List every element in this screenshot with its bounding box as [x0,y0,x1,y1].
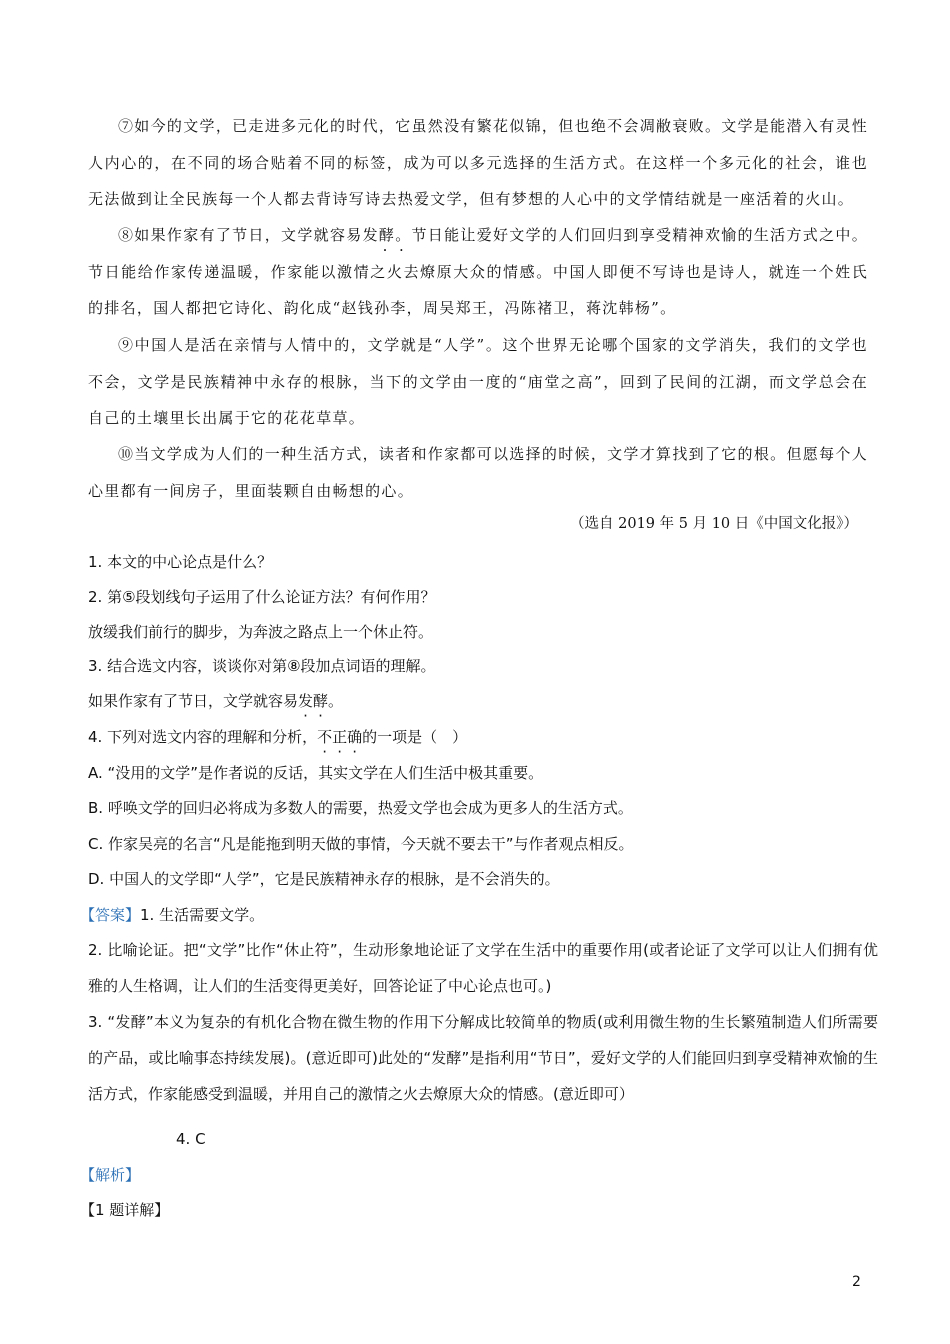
analysis-subheading: 【1 题详解】 [80,1201,170,1219]
paragraph-10: ⑩当文学成为人们的一种生活方式，读者和作家都可以选择的时候，文学才算找到了它的根。但愿每个人心里都有一间房子，里面装颗自由畅想的心。 [88,445,868,500]
question-4 [88,725,878,749]
question-1: 1. 本文的中心论点是什么？ [88,553,273,571]
question-3: 3. 结合选文内容，谈谈你对第⑧段加点词语的理解。 [88,657,436,675]
quote-text: 。 [328,692,344,710]
analysis-tag [80,1163,870,1187]
paragraph-9: ⑨中国人是活在亲情与人情中的，文学就是“人学”。这个世界无论哪个国家的文学消失，我们的文学也不会，文学是民族精神中永存的根脉，当下的文学由一度的“庙堂之高”，回到了民间的江湖，而文学总会在自己的土壤里长出属于它的花花草草。 [88,336,868,427]
page-number: 2 [852,1274,861,1290]
option-d: D. 中国人的文学即“人学”，它是民族精神永存的根脉，是不会消失的。 [88,870,560,888]
emphasis-dot-char: 发 [362,226,379,244]
quote-text: 如果作家有了节日，文学就容易 [88,692,299,710]
emphasis-dot-char: 正 [332,728,348,746]
question-2: 2. 第⑤段划线句子运用了什么论证方法？有何作用？ [88,588,436,606]
emphasis-dot-char: 不 [317,728,333,746]
paragraph-7: ⑦如今的文学，已走进多元化的时代，它虽然没有繁花似锦，但也绝不会凋敝衰败。文学是能潜入有灵性人内心的，在不同的场合贴着不同的标签，成为可以多元选择的生活方式。在这样一个多元化的社会，谁也无法做到让全民族每一个人都去背诗写诗去热爱文学，但有梦想的人心中的文学情结就是一座活着的火山。 [88,117,868,208]
answer-4: 4. C [176,1130,206,1148]
emphasis-dot-char: 发 [298,692,314,710]
paragraph-8 [88,217,868,327]
option-b: B. 呼唤文学的回归必将成为多数人的需要，热爱文学也会成为更多人的生活方式。 [88,799,633,817]
question-3-quote [88,689,878,713]
question-4-text: 的一项是（ ） [362,728,468,746]
source-citation: （选自 2019 年 5 月 10 日《中国文化报》） [570,516,858,532]
question-4-text: 4. 下列对选文内容的理解和分析， [88,728,318,746]
emphasis-dot-char: 确 [347,728,363,746]
answer-2: 2. 比喻论证。把“文学”比作“休止符”，生动形象地论证了文学在生活中的重要作用(或者论证了文学可以让人们拥有优雅的人生格调，让人们的生活变得更美好，回答论证了中心论点也可。) [88,941,878,995]
paragraph-8-text: ⑧如果作家有了节日，文学就容易 [118,226,363,244]
answer-1 [80,903,870,927]
emphasis-dot-char: 酵 [313,692,329,710]
question-2-quote: 放缓我们前行的脚步，为奔波之路点上一个休止符。 [88,623,434,641]
emphasis-dot-char: 酵 [378,226,396,244]
paragraph-8-text: 。节日能让爱好文学的人们回归到享受精神欢愉的生活方式之中。节日能给作家传递温暖，作家能以激情之火去燎原大众的情感。中国人即便不写诗也是诗人，就连一个姓氏的排名，国人都把它诗化、韵化成“赵钱孙李，周吴郑王，冯陈褚卫，蒋沈韩杨”。 [88,226,868,317]
option-a: A. “没用的文学”是作者说的反话，其实文学在人们生活中极其重要。 [88,764,544,782]
option-c: C. 作家吴亮的名言“凡是能拖到明天做的事情，今天就不要去干”与作者观点相反。 [88,835,634,853]
answer-1-text: 1. 生活需要文学。 [140,906,265,924]
answer-tag: 【答案】 [80,906,141,924]
analysis-tag-text: 【解析】 [80,1166,141,1184]
answer-3: 3. “发酵”本义为复杂的有机化合物在微生物的作用下分解成比较简单的物质(或利用微生物的生长繁殖制造人们所需要的产品，或比喻事态持续发展)。(意近即可)此处的“发酵”是指利用“节日”，爱好文学的人们能回归到享受精神欢愉的生活方式，作家能感受到温暖，并用自己的激情之火去燎原大众的情感。(意近即可） [88,1013,878,1103]
